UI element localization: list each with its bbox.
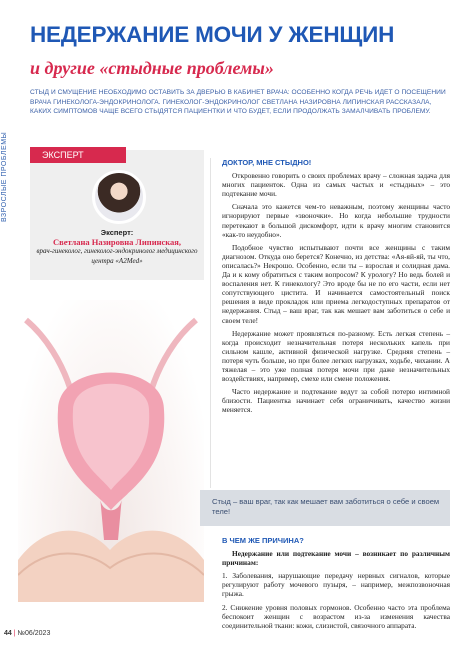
pullquote: Стыд – ваш враг, так как мешает вам заботиться о себе и своем теле! [200,490,450,526]
page-number: 44 [4,630,12,637]
article-subtitle: и другие «стыдные проблемы» [30,58,274,78]
expert-tab: ЭКСПЕРТ [30,147,126,163]
paragraph-4: Недержание может проявляться по-разному. Есть легкая степень – когда происходит незначительная потеря нескольких капель при сильном кашле, активной физической нагрузке. Средняя степень – потеря чуть больше, но при более легких нагрузках, ходьбе, чихании. А тяжелая – это уже полная потеря мочи при даже незначительных воздействиях, например, смехе или смене положения. [222,328,450,384]
expert-role: врач-гинеколог, гинеколог-эндокринолог медицинского центра «A2Med» [36,247,198,265]
section-heading-2: В ЧЕМ ЖЕ ПРИЧИНА? [222,536,304,545]
page-footer [4,630,50,637]
expert-avatar [92,170,146,224]
bladder-hands-illustration [18,300,204,602]
article-column-bottom [222,536,450,634]
paragraph-8: 2. Снижение уровня половых гормонов. Особенно часто эта проблема беспокоит женщин с возрастом из-за изменения качества соединительной ткани: кожи, слизистой, связочного аппарата. [222,602,450,630]
paragraph-3: Подобное чувство испытывают почти все женщины с таким диагнозом. Откуда оно берется? Конечно, из детства: «Ая-яй-яй, ты что, описалась?» Некрошо. Особенно, если ты – взрослая и солидная дама. Да и к кому обратиться с таким вопросом? К урологу? Но ведь болей и воспаления нет. К гинекологу? Это вроде бы не по его части, если нет сопутствующего цистита. И начинается самостоятельный поиск решения в виде прокладок или приема легкодоступных препаратов от недержания. Стыд – ваш враг, так как мешает вам заботиться о себе и своем теле! [222,242,450,325]
column-divider [210,158,211,488]
expert-name: Светлана Назировна Липинская, [53,236,181,247]
paragraph-5: Часто недержание и подтекание ведут за собой потерю интимной близости. Пациентка начинает себя ограничивать, качество жизни меняется. [222,387,450,415]
footer-separator: | [13,630,16,637]
issue-number: №06/2023 [17,630,51,637]
paragraph-2: Сначала это кажется чем-то неважным, поэтому женщины часто игнорируют первые «звоночки». Но когда небольшие трудности перетекают в большой дискомфорт, идти к врачу многим становится «как-то неудобно». [222,202,450,239]
article-title: НЕДЕРЖАНИЕ МОЧИ У ЖЕНЩИН [30,22,395,47]
expert-label: Эксперт: [100,228,134,237]
section-heading-1: ДОКТОР, МНЕ СТЫДНО! [222,158,312,167]
paragraph-6: Недержание или подтекание мочи – возникает по различным причинам: [222,549,450,568]
bladder-hands-icon [18,300,204,602]
article-lead: СТЫД И СМУЩЕНИЕ НЕОБХОДИМО ОСТАВИТЬ ЗА ДВЕРЬЮ В КАБИНЕТ ВРАЧА: ОСОБЕННО КОГДА РЕЧЬ ИДЕТ О ПОСЕЩЕНИИ ВРАЧА ГИНЕКОЛОГА-ЭНДОКРИНОЛОГА. ГИНЕКОЛОГ-ЭНДОКРИНОЛОГ СВЕТЛАНА НАЗИРОВНА ЛИПИНСКАЯ РАССКАЗАЛА, КАКИХ СИМПТОМОВ ЧАЩЕ ВСЕГО СТЫДЯТСЯ ПАЦИЕНТКИ И ЧТО БУДЕТ, ЕСЛИ ПРОДОЛЖАТЬ ЗАМАЛЧИВАТЬ ПРОБЛЕМУ. [30,89,446,116]
section-side-label: ВЗРОСЛЫЕ ПРОБЛЕМЫ [1,131,8,222]
paragraph-7: 1. Заболевания, нарушающие передачу нервных сигналов, которые регулируют работу мочевого пузыря, – например, межпозвоночная грыжа. [222,571,450,599]
article-column-top [222,158,450,418]
expert-caption [34,228,200,266]
paragraph-1: Откровенно говорить о своих проблемах врачу – сложная задача для многих пациенток. Одна из самых частых и «стыдных» – это подтекание мочи. [222,171,450,199]
